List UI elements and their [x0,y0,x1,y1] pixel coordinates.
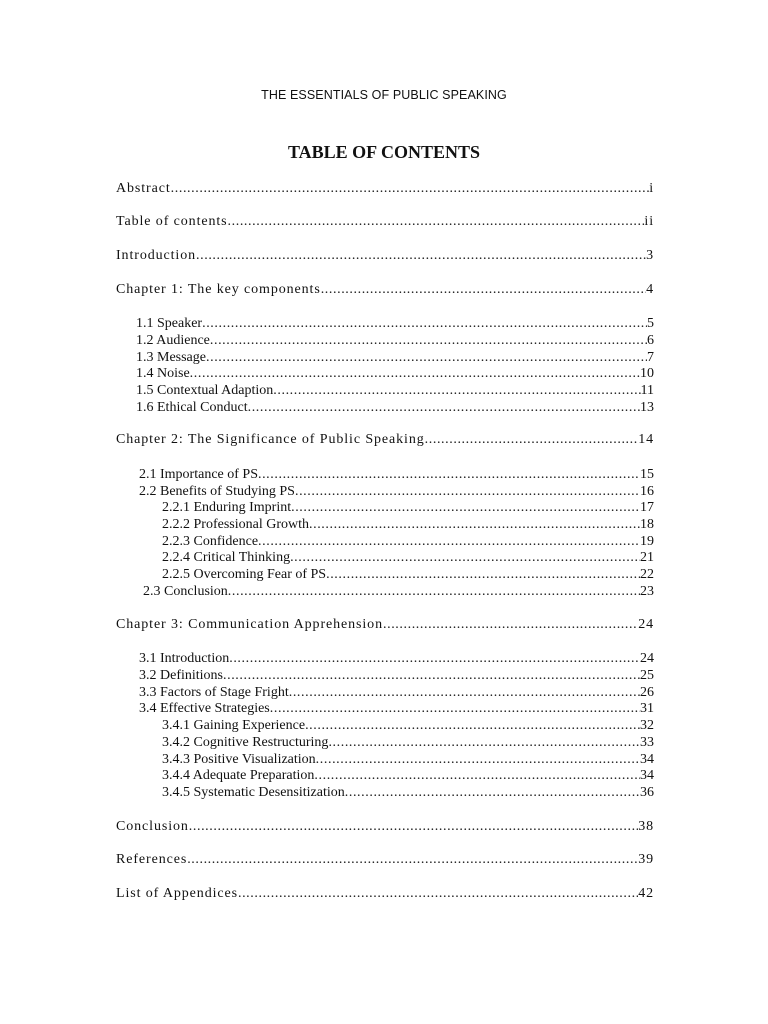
entry-page: 24 [638,617,654,632]
entry-title: List of Appendices [116,886,238,901]
entry-title: Table of contents [116,214,228,229]
toc-entry-chapter-3 [116,616,654,633]
entry-page: 24 [640,651,654,666]
toc-entry-2-2-1 [162,499,654,516]
dot-leader [273,382,640,399]
entry-title: 2.2.5 Overcoming Fear of PS [162,567,327,582]
entry-page: i [649,181,654,196]
entry-page: 42 [638,886,654,901]
entry-page: 34 [640,752,654,767]
entry-title: Abstract [116,181,171,196]
toc-entry-chapter-1 [116,281,654,298]
entry-page: 25 [640,668,654,683]
entry-page: 11 [640,383,654,398]
entry-page: 22 [640,567,654,582]
toc-entry-1-4 [136,365,654,382]
entry-page: 15 [640,467,654,482]
toc-entry-abstract [116,180,654,197]
running-title: THE ESSENTIALS OF PUBLIC SPEAKING [261,88,507,102]
dot-leader [316,751,640,768]
entry-title: 1.4 Noise [136,366,190,381]
entry-title: 2.2.2 Professional Growth [162,517,309,532]
dot-leader [309,516,640,533]
dot-leader [321,281,646,298]
toc-entry-2-2-2 [162,516,654,533]
dot-leader [258,466,640,483]
entry-title: 3.3 Factors of Stage Fright [139,685,289,700]
entry-title: 2.3 Conclusion [143,584,228,599]
toc-entry-2-2 [139,483,654,500]
dot-leader [248,399,640,416]
dot-leader [328,734,640,751]
entry-title: 2.1 Importance of PS [139,467,258,482]
toc-entry-3-4-1 [162,717,654,734]
dot-leader [187,851,638,868]
entry-page: 6 [647,333,654,348]
entry-title: 1.2 Audience [136,333,210,348]
entry-title: 3.4.3 Positive Visualization [162,752,316,767]
entry-page: 4 [646,282,654,297]
dot-leader [258,533,640,550]
entry-title: 3.1 Introduction [139,651,230,666]
dot-leader [238,885,638,902]
entry-page: 26 [640,685,654,700]
entry-page: 14 [638,432,654,447]
entry-page: 21 [640,550,654,565]
toc-entry-1-2 [136,332,654,349]
entry-title: 3.4.4 Adequate Preparation [162,768,315,783]
entry-title: Chapter 3: Communication Apprehension [116,617,383,632]
entry-page: 23 [640,584,654,599]
dot-leader [202,315,647,332]
dot-leader [190,365,640,382]
entry-title: References [116,852,188,867]
entry-page: 18 [640,517,654,532]
dot-leader [289,684,640,701]
dot-leader [270,700,640,717]
dot-leader [228,213,645,230]
dot-leader [305,717,640,734]
dot-leader [171,180,650,197]
entry-title: Introduction [116,248,197,263]
toc-entry-2-2-4 [162,549,654,566]
toc-entry-1-3 [136,349,654,366]
entry-title: 1.5 Contextual Adaption [136,383,274,398]
toc-entry-2-1 [139,466,654,483]
dot-leader [223,667,640,684]
dot-leader [383,616,638,633]
entry-page: 17 [640,500,654,515]
entry-page: 31 [640,701,654,716]
entry-page: 32 [640,718,654,733]
entry-page: 33 [640,735,654,750]
toc-entry-1-5 [136,382,654,399]
dot-leader [189,818,638,835]
toc-entry-2-3 [143,583,654,600]
entry-page: 39 [638,852,654,867]
toc-entry-appendices [116,885,654,902]
dot-leader [314,767,640,784]
toc-entry-3-2 [139,667,654,684]
toc-entry-3-4-4 [162,767,654,784]
dot-leader [326,566,640,583]
toc-entry-conclusion [116,818,654,835]
toc-entry-3-4-5 [162,784,654,801]
entry-title: 1.1 Speaker [136,316,203,331]
toc-entry-1-1 [136,315,654,332]
entry-title: 3.4.2 Cognitive Restructuring [162,735,329,750]
entry-title: Conclusion [116,819,189,834]
entry-page: 36 [640,785,654,800]
entry-title: 2.2.3 Confidence [162,534,259,549]
dot-leader [295,483,640,500]
toc-entry-3-4-3 [162,751,654,768]
entry-title: Chapter 2: The Significance of Public Speaking [116,432,425,447]
toc-entry-2-2-5 [162,566,654,583]
dot-leader [196,247,646,264]
dot-leader [291,499,640,516]
entry-title: 1.6 Ethical Conduct [136,400,248,415]
entry-title: 3.4.1 Gaining Experience [162,718,306,733]
entry-title: 3.2 Definitions [139,668,223,683]
entry-page: 16 [640,484,654,499]
entry-title: 2.2.4 Critical Thinking [162,550,291,565]
toc-heading: TABLE OF CONTENTS [287,142,481,162]
entry-page: ii [644,214,654,229]
toc-entry-3-3 [139,684,654,701]
entry-title: 3.4 Effective Strategies [139,701,270,716]
entry-page: 10 [640,366,654,381]
entry-title: 2.2.1 Enduring Imprint [162,500,292,515]
entry-page: 7 [647,350,654,365]
toc-entry-introduction [116,247,654,264]
entry-title: 1.3 Message [136,350,206,365]
dot-leader [228,583,640,600]
toc-entry-3-1 [139,650,654,667]
dot-leader [425,431,639,448]
dot-leader [290,549,640,566]
dot-leader [210,332,647,349]
toc-entry-chapter-2 [116,431,654,448]
entry-page: 19 [640,534,654,549]
dot-leader [229,650,640,667]
toc-entry-table-of-contents [116,213,654,230]
entry-page: 38 [638,819,654,834]
entry-page: 13 [640,400,654,415]
toc-entry-2-2-3 [162,533,654,550]
entry-page: 5 [647,316,654,331]
entry-page: 3 [646,248,654,263]
toc-entry-references [116,851,654,868]
entry-title: 3.4.5 Systematic Desensitization [162,785,345,800]
toc-entry-3-4 [139,700,654,717]
toc-entry-3-4-2 [162,734,654,751]
dot-leader [206,349,647,366]
entry-title: Chapter 1: The key components [116,282,321,297]
toc-entry-1-6 [136,399,654,416]
entry-page: 34 [640,768,654,783]
entry-title: 2.2 Benefits of Studying PS [139,484,295,499]
dot-leader [345,784,640,801]
